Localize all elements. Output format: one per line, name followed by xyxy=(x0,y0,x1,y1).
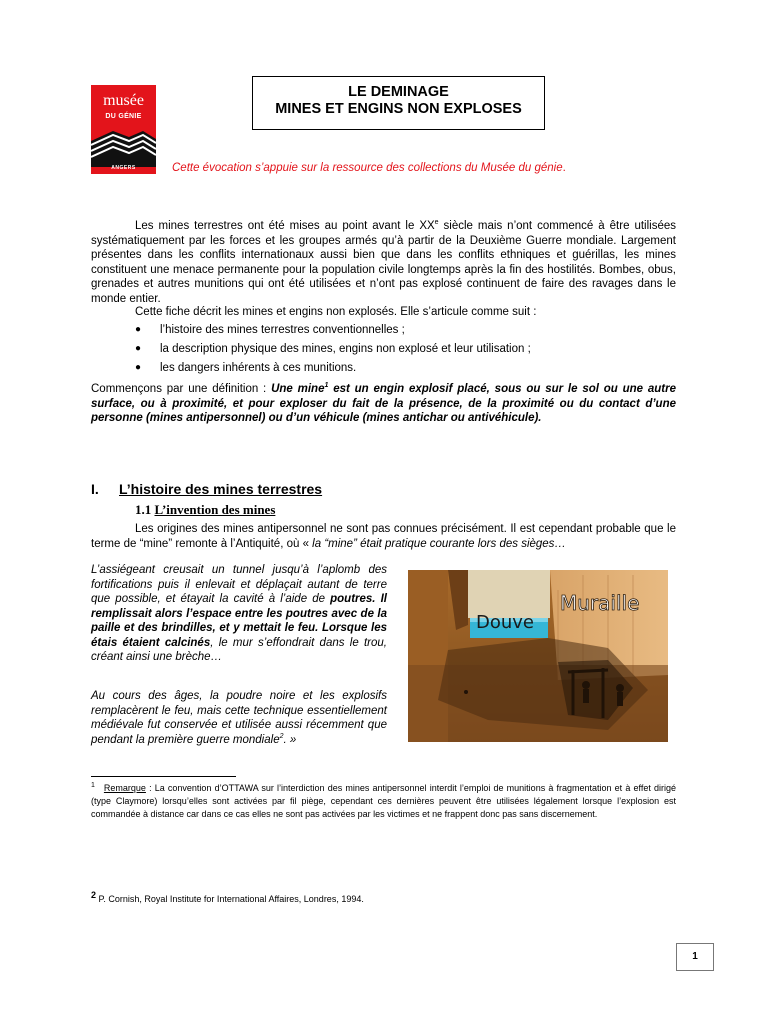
quote-paragraph-2 xyxy=(91,689,387,747)
footnote-ref-1: 1 xyxy=(324,382,329,390)
footnote-divider xyxy=(91,776,236,777)
list-item-text: l’histoire des mines terrestres conventionnelles ; xyxy=(160,324,405,336)
image-label-douve: Douve xyxy=(476,612,535,633)
siege-mine-illustration xyxy=(408,570,668,742)
musee-logo xyxy=(91,85,156,174)
footnote-1-number: 1 xyxy=(91,782,95,789)
footnote-2-number: 2 xyxy=(91,890,97,900)
quote-text-a: L’assiégeant creusait un tunnel jusqu’à l’aplomb des fortifications puis il enlevait et déplaçait autant de terre que possible, et étayait la cavité à l’aide de xyxy=(91,564,387,605)
bullet-icon: ● xyxy=(135,324,142,335)
subsection-heading xyxy=(135,502,275,518)
footnote-ref-2: 2 xyxy=(279,732,284,740)
section-title: L’histoire des mines terrestres xyxy=(119,481,323,497)
subtitle-text: Cette évocation s’appuie sur la ressource des collections du Musée du génie xyxy=(172,162,563,174)
quote2-end: . » xyxy=(283,733,297,746)
origins-quote: la “mine” était pratique courante lors des sièges… xyxy=(312,537,566,550)
definition-paragraph xyxy=(91,382,676,426)
logo-text-angers: ANGERS xyxy=(111,165,136,171)
intro-text-a: Les mines terrestres ont été mises au point avant le XX xyxy=(135,220,435,232)
outline-paragraph: Cette fiche décrit les mines et engins non explosés. Elle s’articule comme suit : xyxy=(135,306,537,318)
intro-paragraph xyxy=(91,219,676,306)
title-line-1: LE DEMINAGE xyxy=(348,84,449,100)
page-number: 1 xyxy=(676,943,714,971)
title-line-2: MINES ET ENGINS NON EXPLOSES xyxy=(275,101,522,117)
footnote-1-text: : La convention d’OTTAWA sur l’interdiction des mines antipersonnel interdit l’emploi de munitions à fragmentation et à effet dirigé (type Claymore) lorsqu’elles sont activées par fil piège, cependant ces dernières peuvent être utilisées légalement lorsque l’explosion est commandée à distance car dans ce cas elles ne sont pas activées par les victimes et ne frappent donc pas sans discernement. xyxy=(91,783,676,819)
footnote-2-text: P. Cornish, Royal Institute for International Affaires, Londres, 1994. xyxy=(96,894,364,904)
logo-text-du-genie: DU GÉNIE xyxy=(105,113,142,120)
logo-emblem-icon xyxy=(91,127,156,167)
subtitle-period: . xyxy=(562,162,566,174)
quote-paragraph-1 xyxy=(91,563,387,665)
definition-term: Une mine xyxy=(271,383,325,395)
quote2-text: Au cours des âges, la poudre noire et les explosifs remplacèrent le feu, mais cette technique essentiellement médiévale fut conservée et utilisée aussi récemment que pendant la première guerre mondiale xyxy=(91,690,387,746)
footnote-1 xyxy=(91,782,676,821)
bullet-icon: ● xyxy=(135,362,142,373)
footnote-1-label: Remarque xyxy=(103,783,146,793)
logo-text-musee: musée xyxy=(103,92,144,109)
century-superscript: e xyxy=(434,219,439,227)
quote-text-bold: poutres. Il remplissait alors l’espace entre les poutres avec de la paille et des brindilles, et y mettait le feu. Lorsque les étais étaient calcinés xyxy=(91,593,387,649)
origins-text: Les origines des mines antipersonnel ne sont pas connues précisément. Il est cependant probable que le terme de “mine” remonte à l’Antiquité, où « xyxy=(91,523,676,550)
quote-text-c: , le mur s’effondrait dans le trou, créant ainsi une brèche… xyxy=(91,636,388,663)
list-item-text: la description physique des mines, engins non explosé et leur utilisation ; xyxy=(160,343,531,355)
intro-text-b: siècle mais n’ont commencé à être utilisées systématiquement par les forces et les groupes armés qu’à partir de la Deuxième Guerre mondiale. Largement présentes dans les conflits internationaux aussi bien que dans les conflits ethniques et guérillas, les mines constituent une menace permanente pour la population civile longtemps après la fin des hostilités. Bombes, obus, grenades et autres munitions qui ont été utilisées et n’ont pas explosé continuent de faire des ravages dans le monde entier. xyxy=(91,220,677,305)
document-title-box xyxy=(252,76,545,130)
bullet-icon: ● xyxy=(135,343,142,354)
definition-lead: Commençons par une définition : xyxy=(91,383,272,395)
subtitle xyxy=(172,162,566,174)
list-item-text: les dangers inhérents à ces munitions. xyxy=(160,362,357,374)
origins-paragraph xyxy=(91,522,676,551)
image-label-muraille: Muraille xyxy=(560,591,640,615)
subsection-number: 1.1 xyxy=(135,502,155,517)
definition-text: est un engin explosif placé, sous ou sur le sol ou une autre surface, ou à proximité, et pour exploser du fait de la présence, de la proximité ou du contact d’une personne (mines antipersonnel) ou d’un véhicule (mines antichar ou antivéhicule). xyxy=(91,383,676,424)
section-number: I. xyxy=(91,481,99,497)
subsection-title: L’invention des mines xyxy=(154,502,276,517)
footnote-2 xyxy=(91,890,676,906)
